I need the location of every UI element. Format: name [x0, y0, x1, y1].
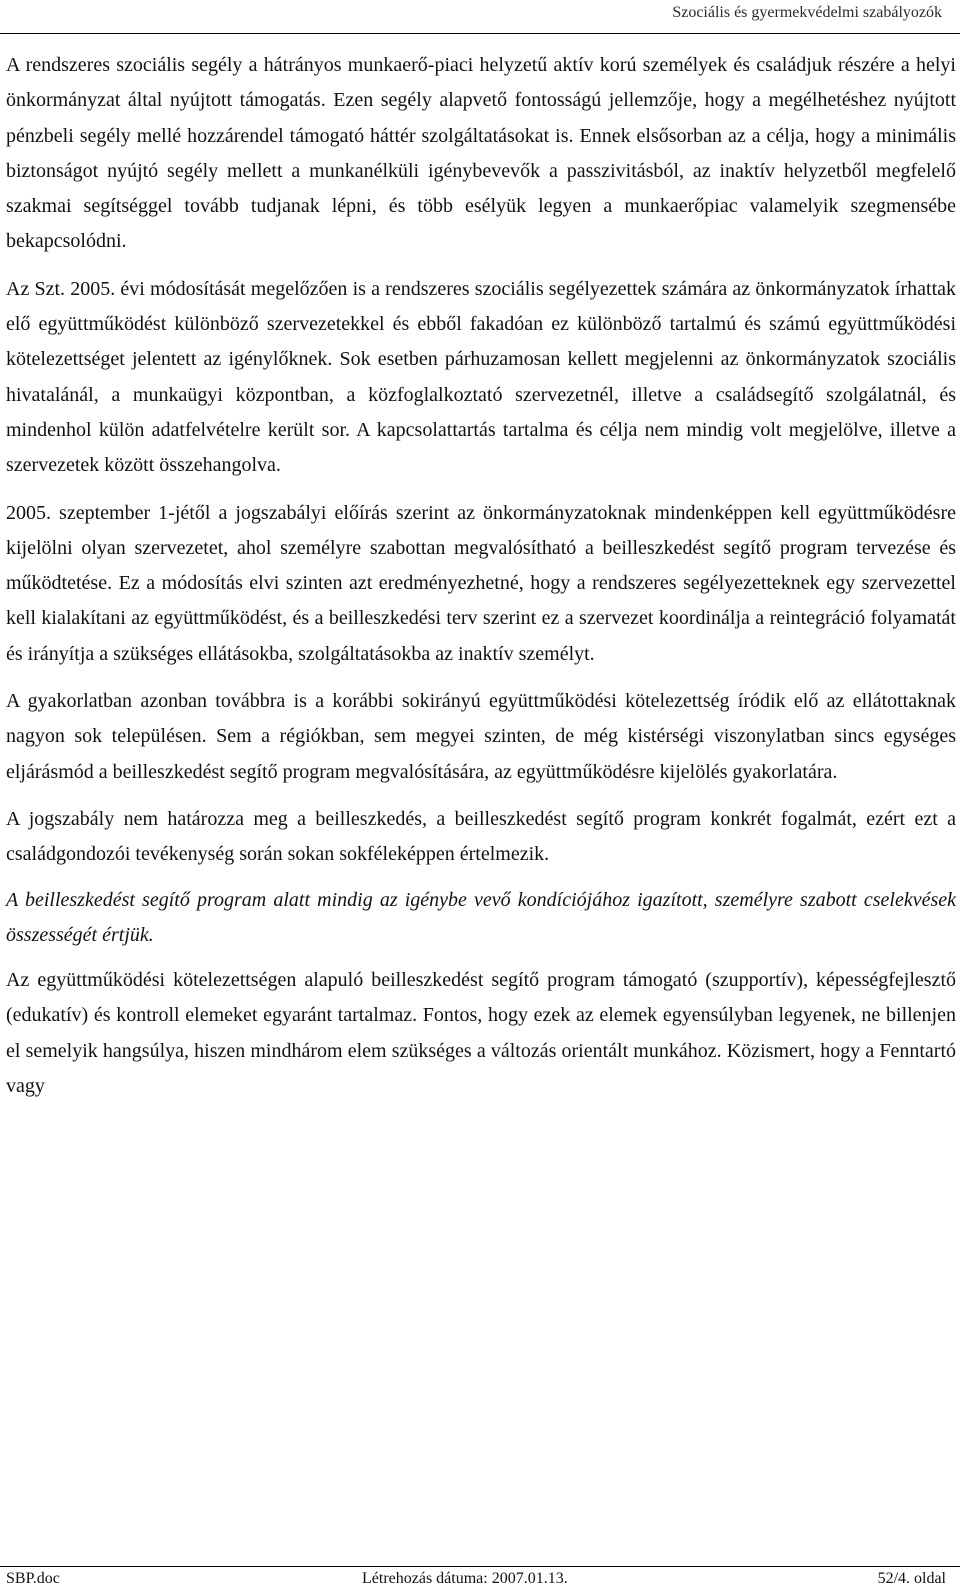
paragraph-5: A jogszabály nem határozza meg a beilleszkedés, a beilleszkedést segítő program konkrét fogalmát, ezért ezt a családgondozói tevékenység során sokan sokféleképpen értelmezik.: [6, 807, 956, 866]
header-title: Szociális és gyermekvédelmi szabályozók: [672, 4, 942, 21]
paragraph-2: Az Szt. 2005. évi módosítását megelőzően is a rendszeres szociális segélyezettek számára az önkormányzatok írhattak elő együttműködést különböző szervezetekkel és ebből fakadóan ez különböző tartalmú és számú együttműködési kötelezettséget jelentett az igénylőknek. Sok esetben párhuzamosan kellett megjelenni az önkormányzatok szociális hivatalánál, a munkaügyi központban, a közfoglalkoztató szervezetnél, illetve a családsegítő szolgálatnál, és mindenhol külön adatfelvételre került sor. A kapcsolattartás tartalma és célja nem mindig volt megjelölve, illetve a szervezetek között összehangolva.: [6, 277, 956, 477]
paragraph-3: 2005. szeptember 1-jétől a jogszabályi előírás szerint az önkormányzatoknak mindenképpen kell együttműködésre kijelölni olyan szervezetet, ahol személyre szabottan megvalósítható a beilleszkedést segítő program tervezése és működtetése. Ez a módosítás elvi szinten azt eredményezhetné, hogy a rendszeres segélyezetteknek egy szervezettel kell kialakítani az együttműködést, és a beilleszkedési terv szerint ez a szervezet koordinálja a reintegráció folyamatát és irányítja a szükséges ellátásokba, szolgáltatásokba az inaktív személyt.: [6, 501, 956, 665]
paragraph-6-italic-definition: A beilleszkedést segítő program alatt mindig az igénybe vevő kondíciójához igazított, személyre szabott cselekvések összességét értjük.: [6, 888, 956, 946]
footer-page-number: 52/4. oldal: [877, 1570, 946, 1587]
page-header: [0, 0, 960, 34]
paragraph-7: Az együttműködési kötelezettségen alapuló beilleszkedést segítő program támogató (szupportív), képességfejlesztő (edukatív) és kontroll elemeket egyaránt tartalmaz. Fontos, hogy ezek az elemek egyensúlyban legyenek, ne billenjen el semelyik hangsúlya, hiszen mindhárom elem szükséges a változás orientált munkához. Közismert, hogy a Fenntartó vagy: [6, 969, 956, 1098]
footer-creation-date: Létrehozás dátuma: 2007.01.13.: [362, 1570, 568, 1587]
paragraph-4: A gyakorlatban azonban továbbra is a korábbi sokirányú együttműködési kötelezettség íródik elő az ellátottaknak nagyon sok településen. Sem a régiókban, sem megyei szinten, de még kistérségi viszonylatban sincs egységes eljárásmód a beilleszkedést segítő program megvalósítására, az együttműködésre kijelölés gyakorlatára.: [6, 690, 956, 783]
paragraph-1: A rendszeres szociális segély a hátrányos munkaerő-piaci helyzetű aktív korú személyek és családjuk részére a helyi önkormányzat által nyújtott támogatás. Ezen segély alapvető fontosságú jellemzője, hogy a megélhetéshez nyújtott pénzbeli segély mellé hozzárendel támogató háttér szolgáltatásokat is. Ennek elsősorban az a célja, hogy a minimális biztonságot nyújtó segély mellett a munkanélküli igénybevevők a passzivitásból, az inaktív helyzetből megfelelő szakmai segítséggel tovább tudjanak lépni, és több esélyük legyen a munkaerőpiac valamelyik szegmensébe bekapcsolódni.: [6, 54, 956, 253]
page-footer: [0, 1566, 960, 1593]
document-body: [6, 48, 956, 1116]
footer-filename: SBP.doc: [6, 1570, 60, 1587]
